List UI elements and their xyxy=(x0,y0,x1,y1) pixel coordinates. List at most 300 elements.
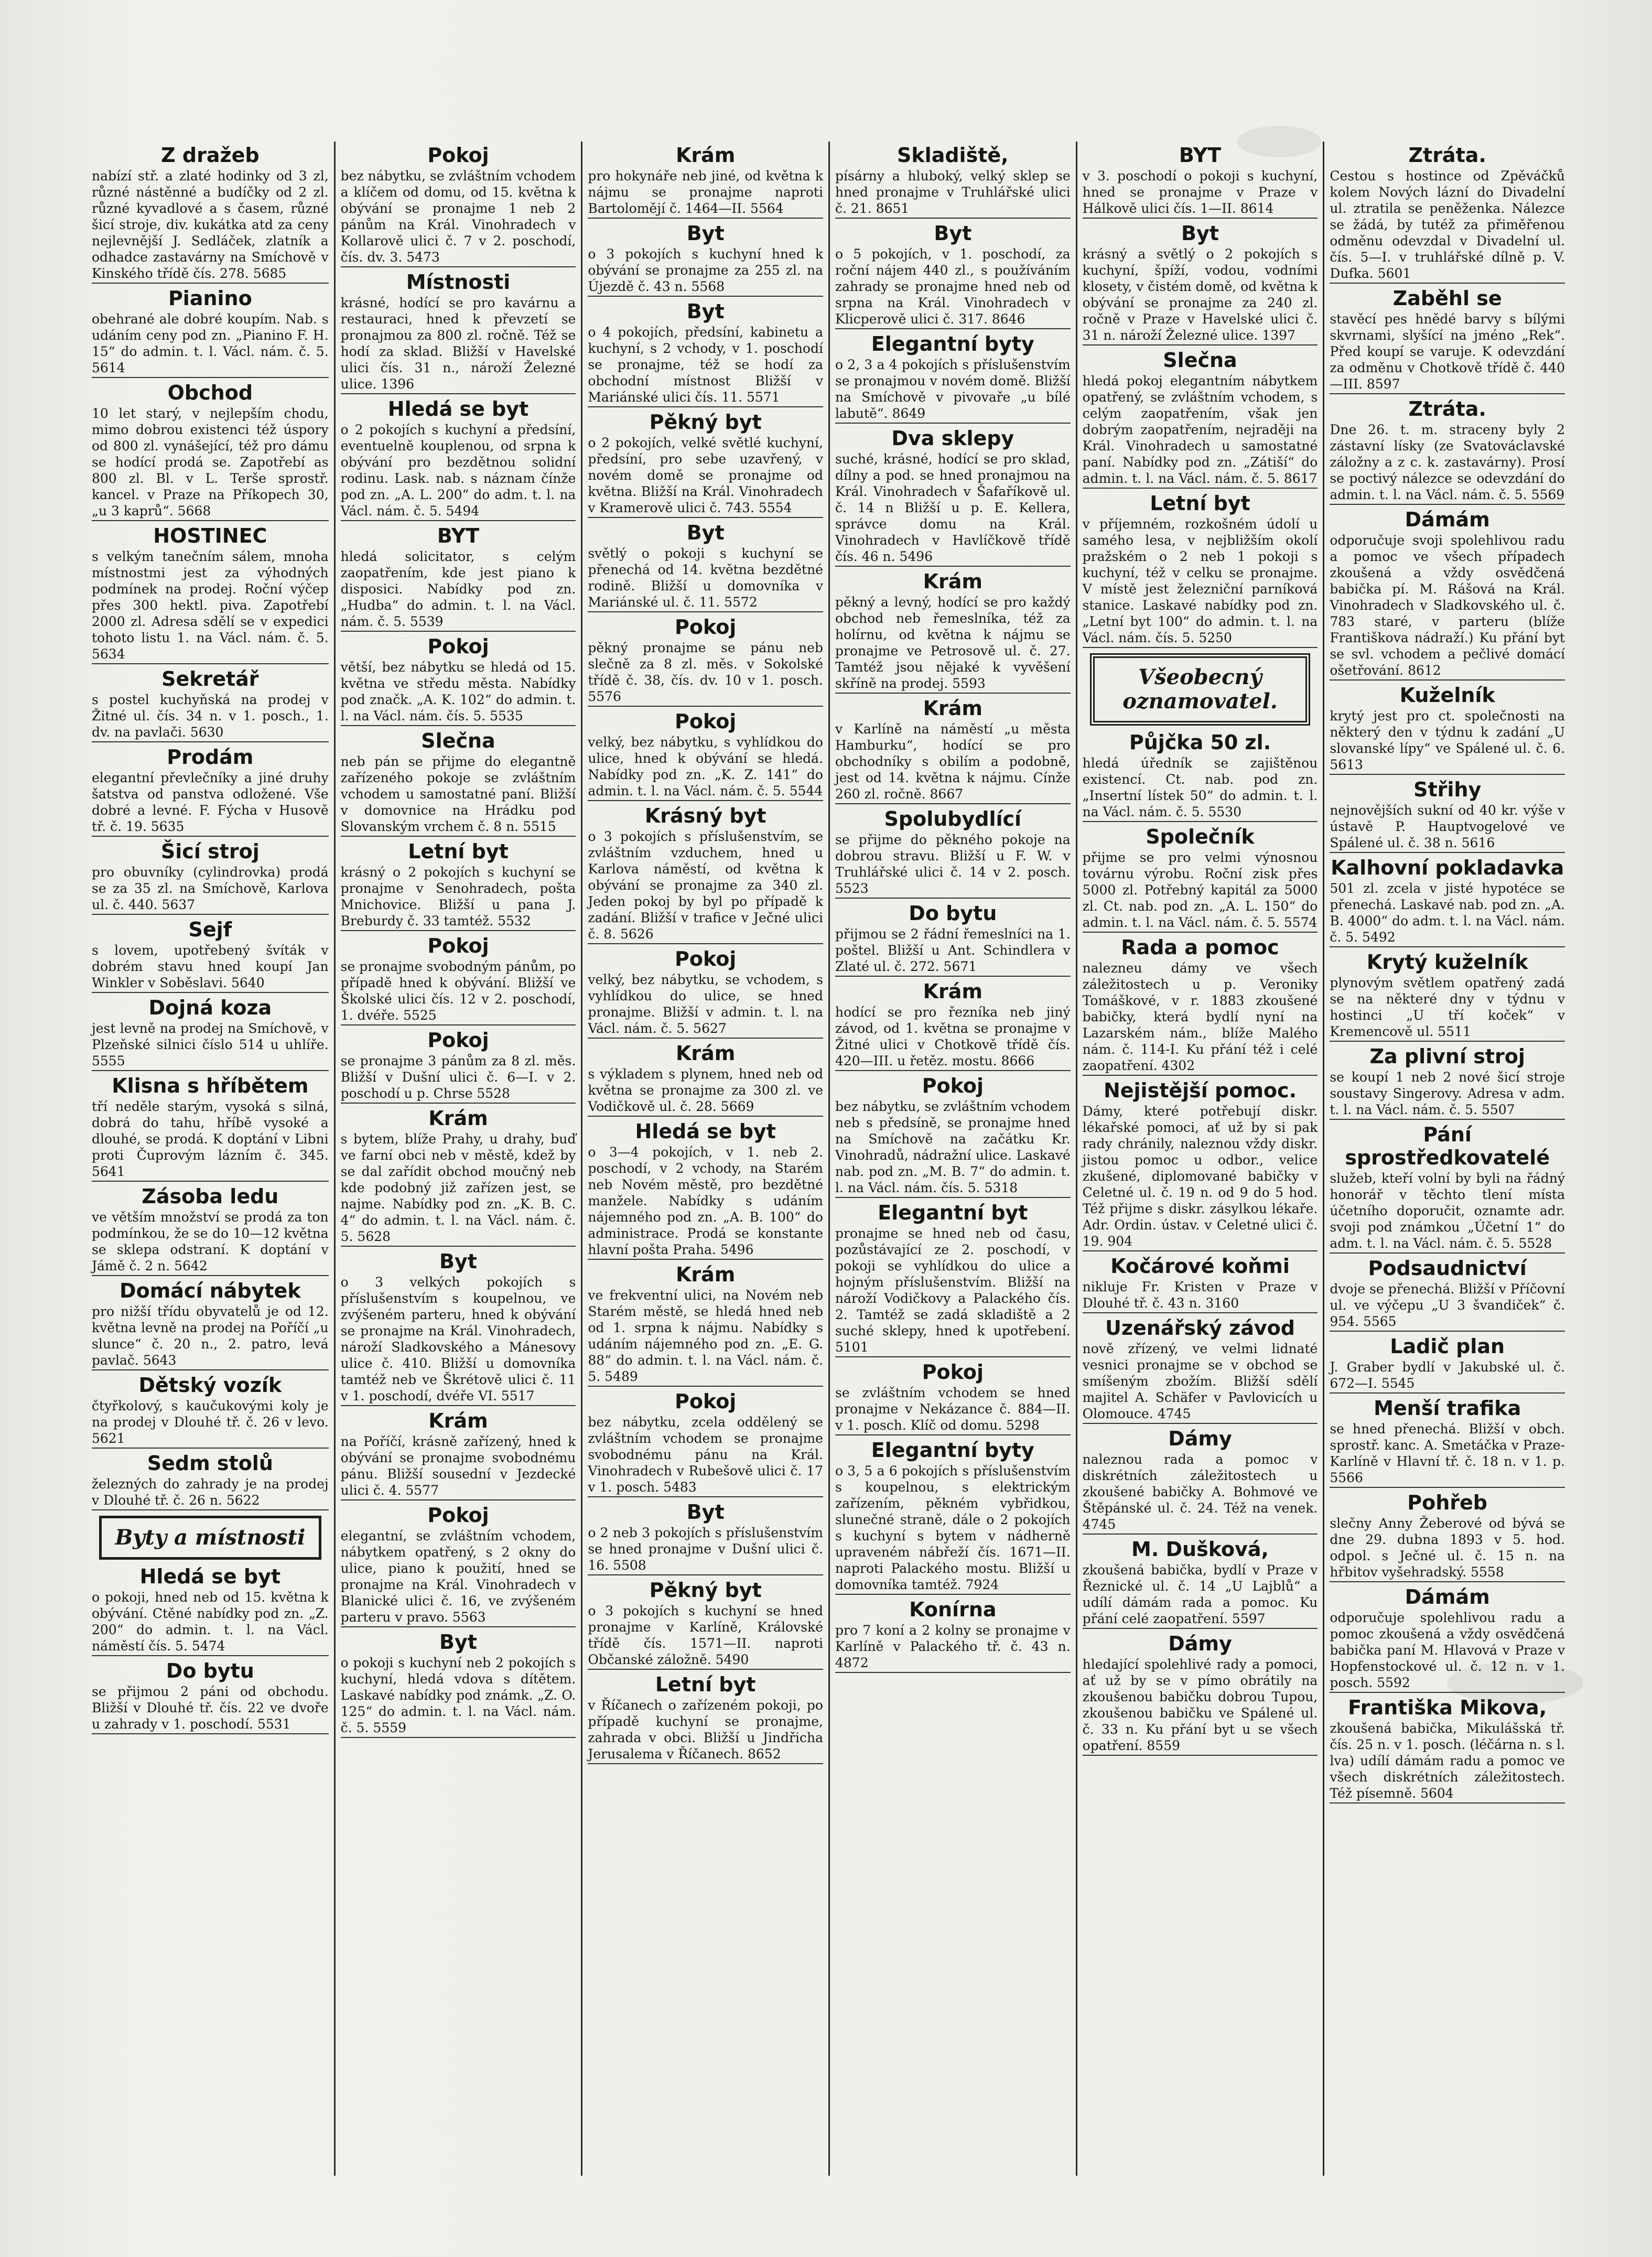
ad-text: pěkný pronajme se pánu neb slečně za 8 zl. měs. v Sokolské třídě č. 38, čís. dv. 10 v 1. posch. 5576 xyxy=(588,640,823,704)
classified-ad xyxy=(1083,1255,1318,1313)
ad-heading: Ztráta. xyxy=(1408,144,1486,167)
ad-text: pro nižší třídu obyvatelů je od 12. května levně na prodej na Poříčí „u slunce“ č. 20 n., 2. patro, levá pavlač. 5643 xyxy=(92,1304,329,1368)
classified-ad xyxy=(341,524,576,632)
ad-text: pěkný a levný, hodící se pro každý obchod neb řemeslníka, též za holírnu, od května k nájmu se pronajme ve Petrosově ul. č. 27. Tamtéž jsou nějaké k vyvěšení skříně na prodej. 5593 xyxy=(835,595,1071,691)
classified-ad xyxy=(588,1263,823,1387)
classified-ad xyxy=(92,1074,329,1182)
ad-divider xyxy=(835,1594,1071,1595)
classified-ad xyxy=(835,807,1071,899)
ad-divider xyxy=(341,725,576,726)
classified-ad xyxy=(835,332,1071,424)
ad-divider xyxy=(341,1737,576,1738)
classified-ad xyxy=(1083,731,1318,822)
ad-heading: Do bytu xyxy=(166,1659,254,1682)
ad-text: hledá pokoj elegantním nábytkem opatřený, se zvláštním vchodem, s celým zaopatřením, však jen dobrým zaopatřením, nejraději na Král. Vinohradech u samostatné paní. Nabídky pod zn. „Zátiší“ do admin. t. l. na Václ. nám. č. 5. 8617 xyxy=(1082,373,1318,486)
ad-heading: Pokoj xyxy=(427,1029,489,1052)
ad-divider xyxy=(835,1070,1071,1071)
ad-divider xyxy=(835,1356,1071,1357)
ad-divider xyxy=(341,1405,576,1406)
ad-text: o 3—4 pokojích, v 1. neb 2. poschodí, v 2 vchody, na Starém neb Novém městě, pro bezdětné manžele. Nabídky s udáním nájemného pod zn. „A. B. 100“ do administrace. Prodá se konstante hlavní pošta Praha. 5496 xyxy=(588,1144,823,1257)
ad-text: světlý o pokoji s kuchyní se přenechá od 14. května bezdětné rodině. Bližší u domovníka v Mariánské ul. č. 11. 5572 xyxy=(588,546,823,610)
ad-divider xyxy=(92,1509,329,1510)
ad-text: nabízí stř. a zlaté hodinky od 3 zl, různé nástěnné a budíčky od 2 zl. různé kyvadlové a s časem, různé šicí stroje, div. kukátka atd za ceny nejlevnější J. Sedláček, zlatník a odhadce zastavárny na Smíchově v Kinského třídě čís. 278. 5685 xyxy=(92,168,329,281)
ad-divider xyxy=(1083,932,1318,933)
ad-divider xyxy=(1083,1755,1318,1756)
column-2 xyxy=(334,142,581,2176)
ad-text: odporučuje spolehlivou radu a pomoc zkoušená a vždy osvědčená babička paní M. Hlavová v Praze v Hopfenstockové ul. č. 12 n. v 1. posch. 5592 xyxy=(1330,1610,1565,1690)
ad-heading: Dámy xyxy=(1168,1632,1232,1655)
classified-ad xyxy=(1330,778,1565,853)
ad-text: hledá solicitator, s celým zaopatřením, kde jest piano k disposici. Nabídky pod zn. „Hudba“ do admin. t. l. na Václ. nám. č. 5. 5539 xyxy=(340,549,576,629)
classified-ad xyxy=(1330,684,1565,775)
ad-heading: Pání sprostředkovatelé xyxy=(1345,1123,1550,1169)
ad-divider xyxy=(1330,679,1565,681)
ad-divider xyxy=(92,520,329,521)
ad-divider xyxy=(341,393,576,394)
ad-heading: Prodám xyxy=(167,746,254,769)
ad-heading: Dojná koza xyxy=(148,996,272,1019)
ad-heading: Krám xyxy=(923,570,983,593)
classified-ad xyxy=(835,1074,1071,1198)
ad-divider xyxy=(341,520,576,521)
ad-heading: Letní byt xyxy=(408,840,509,863)
ad-text: čtyřkolový, s kaučukovými koly je na prodej v Dlouhé tř. č. 26 v levo. 5621 xyxy=(92,1398,329,1446)
classified-ad xyxy=(1330,1585,1565,1693)
classified-ad xyxy=(835,980,1071,1071)
classified-ad xyxy=(341,1504,576,1627)
classified-ad xyxy=(1083,349,1318,489)
ad-heading: Dámy xyxy=(1168,1427,1232,1450)
ad-heading: Pěkný byt xyxy=(649,1579,762,1602)
classified-ad xyxy=(1330,1696,1565,1804)
ad-text: bez nábytku, se zvláštním vchodem neb s předsíně, se pronajme hned na Smíchově na začátku Kr. Vinohradů, nádražní ulice. Laskavé nab. pod zn. „M. B. 7“ do admin. t. l. na Václ. nám. čís. 5. 5318 xyxy=(835,1099,1071,1195)
ad-text: pronajme se hned neb od času, pozůstávající ze 2. poschodí, v pokoji se vyhlídkou do ulice a hojným příslušenstvím. Bližší na nároží Vodičkovy a Palackého čís. 2. Tamtéž se zadá skladiště a 2 suché sklepy, hned k upotřebení. 5101 xyxy=(835,1226,1071,1355)
ad-text: se přijme do pěkného pokoje na dobrou stravu. Bližší u F. W. v Truhlářské ulici č. 14 v 2. posch. 5523 xyxy=(835,832,1071,896)
classified-ad xyxy=(341,1107,576,1247)
ad-text: velký, bez nábytku, s vyhlídkou do ulice, hned k obývání se hledá. Nabídky pod zn. „K. Z. 141“ do admin. t. l. na Václ. nám. č. 5. 5544 xyxy=(588,735,823,798)
ad-text: naleznou rada a pomoc v diskrétních záležitostech u zkoušené babičky A. Bohmové ve Štěpánské ul. č. 24. Též na venek. 4745 xyxy=(1082,1452,1318,1532)
ad-heading: Elegantní byt xyxy=(878,1201,1028,1224)
ad-text: v Říčanech o zařízeném pokoji, po případě kuchyní se pronajme, zahrada v obci. Bližší u Jindřicha Jerusalema v Říčanech. 8652 xyxy=(588,1698,823,1762)
ad-divider xyxy=(341,930,576,931)
ad-divider xyxy=(588,1259,823,1260)
classified-ad xyxy=(341,144,576,267)
classified-ad xyxy=(92,524,329,664)
ad-heading: Krám xyxy=(428,1409,488,1432)
ad-divider xyxy=(1083,821,1318,822)
ad-text: krytý jest pro ct. společnosti na některý den v týdnu k zadání „U slovanské lípy“ ve Spálené ul. č. 6. 5613 xyxy=(1330,708,1565,772)
classified-ad xyxy=(835,1360,1071,1435)
ad-divider xyxy=(835,328,1071,329)
classified-ad xyxy=(92,1374,329,1449)
ad-text: velký, bez nábytku, se vchodem, s vyhlídkou do ulice, se hned pronajme. Bližší v admin. t. l. na Václ. nám. č. 5. 5627 xyxy=(588,972,823,1036)
ad-text: o 3 pokojích s kuchyní hned k obývání se pronajme za 255 zl. na Újezdě č. 43 n. 5568 xyxy=(588,246,823,294)
ad-text: služeb, kteří volní by byli na řádný honorář v těchto tlení místa účetního doporučit, oznamte adr. svoji pod známkou „Účetní 1“ do adm. t. l. na Václ. nám. č. 5. 5528 xyxy=(1330,1171,1565,1251)
ad-heading: Kuželník xyxy=(1399,684,1495,707)
ad-heading: Pokoj xyxy=(674,615,737,639)
ad-divider xyxy=(341,1626,576,1627)
ad-text: hledá úředník se zajištěnou existencí. Ct. nab. pod zn. „Insertní lístek 50“ do admin. t. l. na Václ. nám. č. 5. 5530 xyxy=(1082,755,1318,819)
ad-text: zkoušená babička, Mikulášská tř. čís. 25 n. v 1. posch. (léčárna n. s l. lva) udílí dámám radu a pomoc ve všech diskrétních záležitostech. Též písemně. 5604 xyxy=(1330,1721,1565,1801)
ad-heading: Byt xyxy=(686,222,725,245)
ad-divider xyxy=(1330,1392,1565,1394)
column-3 xyxy=(581,142,828,2176)
ad-divider xyxy=(588,517,823,518)
classified-ad xyxy=(1083,1538,1318,1629)
classified-ad xyxy=(588,521,823,612)
ad-heading: BYT xyxy=(437,524,480,547)
classified-ad xyxy=(588,300,823,407)
classified-ad xyxy=(1330,1257,1565,1332)
column-5 xyxy=(1076,142,1323,2176)
ad-divider xyxy=(588,1116,823,1117)
classified-ad xyxy=(1083,144,1318,219)
ad-heading: Ztráta. xyxy=(1408,397,1486,420)
ad-heading: HOSTINEC xyxy=(153,524,267,547)
classified-ad xyxy=(1330,1491,1565,1582)
ad-heading: Pianino xyxy=(168,287,252,310)
ad-heading: Hledá se byt xyxy=(387,397,529,420)
ad-divider xyxy=(1083,1423,1318,1424)
classified-ad xyxy=(588,1120,823,1260)
ad-divider xyxy=(835,1197,1071,1198)
classified-ad xyxy=(588,1579,823,1670)
ad-divider xyxy=(1330,504,1565,505)
ad-divider xyxy=(1083,1628,1318,1629)
ad-text: zkoušená babička, bydlí v Praze v Řeznické ul. č. 14 „U Lajblů“ a udílí dámám rada a pomoc. Ku přání celé zaopatření. 5597 xyxy=(1082,1562,1318,1626)
ad-text: o 3, 5 a 6 pokojích s příslušenstvím s koupelnou, s elektrickým zařízením, pěkném vybřidkou, slunečné straně, dále o 2 pokojích s kuchyní s bytem v nádherně upraveném nábřeží čís. 1671—II. naproti Palackého mostu. Bližší u domovníka tamtéž. 7924 xyxy=(835,1463,1071,1592)
classified-ad xyxy=(92,381,329,521)
ad-divider xyxy=(588,406,823,407)
ad-text: jest levně na prodej na Smíchově, v Plzeňské silnici číslo 514 u uhlíře. 5555 xyxy=(92,1021,329,1068)
ad-divider xyxy=(588,1574,823,1575)
ad-divider xyxy=(835,803,1071,804)
ad-heading: Místnosti xyxy=(406,271,511,294)
ad-text: 501 zl. zcela v jisté hypotéce se přenechá. Laskavé nab. pod zn. „A. B. 4000“ do adm. t. l. na Václ. nám. č. 5. 5492 xyxy=(1330,881,1565,945)
classified-ad xyxy=(588,1390,823,1497)
ad-text: železných do zahrady je na prodej v Dlouhé tř. č. 26 n. 5622 xyxy=(92,1476,329,1508)
ad-heading: Obchod xyxy=(167,381,253,404)
ad-divider xyxy=(588,800,823,801)
classified-ad xyxy=(92,840,329,915)
ad-heading: Pokoj xyxy=(427,934,489,957)
classified-ad xyxy=(1083,492,1318,648)
classified-ad xyxy=(835,570,1071,694)
ad-text: suché, krásné, hodící se pro sklad, dílny a pod. se hned pronajmou na Král. Vinohradech v Šafaříkově ul. č. 14 n Bližší u p. E. Kellera, správce domu na Král. Vinohradech v Havlíčkově třídě čís. 46 n. 5496 xyxy=(835,451,1071,564)
ad-text: o 3 pokojích s kuchyní se hned pronajme v Karlíně, Královské třídě čís. 1571—II. naproti Občanské záložně. 5490 xyxy=(588,1603,823,1667)
ad-divider xyxy=(92,741,329,742)
ad-divider xyxy=(1330,1252,1565,1254)
ad-text: dvoje se přenechá. Bližší v Příčovní ul. ve výčepu „U 3 švandiček“ č. 954. 5565 xyxy=(1330,1281,1565,1329)
ad-heading: Byt xyxy=(686,1500,725,1524)
ad-heading: Byt xyxy=(439,1250,477,1273)
ad-text: s velkým tanečním sálem, mnoha místnostmi jest za výhodných podmínek na prodej. Roční výčep přes 300 hektl. piva. Zapotřebí 2000 zl. Adresa sdělí se v expedici tohoto listu 1. na Václ. nám. č. 5. 5634 xyxy=(92,549,329,662)
ad-heading: M. Dušková, xyxy=(1131,1538,1269,1561)
classified-ad xyxy=(341,635,576,726)
ad-heading: Společník xyxy=(1146,825,1255,848)
ad-heading: Konírna xyxy=(909,1598,997,1621)
ad-divider xyxy=(92,1181,329,1182)
ad-divider xyxy=(588,296,823,297)
ad-text: ve větším množství se prodá za ton podmínkou, že se do 10—12 května se sklepa odstraní. K doptání v Jámě č. 2 n. 5642 xyxy=(92,1210,329,1273)
ad-heading: Uzenářský závod xyxy=(1105,1316,1295,1340)
ad-text: o 2, 3 a 4 pokojích s příslušenstvím se pronajmou v novém domě. Bližší na Smíchově v pivovaře „u bílé labutě“. 8649 xyxy=(835,357,1071,421)
classified-ad xyxy=(1083,1316,1318,1424)
ad-text: hodící se pro řezníka neb jiný závod, od 1. května se pronajme v Žitné ulici v Chotkově třídě čís. 420—III. u řetěz. mostu. 8666 xyxy=(835,1005,1071,1068)
ad-divider xyxy=(92,1655,329,1656)
ad-divider xyxy=(588,1763,823,1764)
classified-ad xyxy=(1083,1079,1318,1251)
ad-text: o 2 pokojích, velké světlé kuchyní, předsíní, pro sebe uzavřený, v novém domě se pronajme od května. Bližší na Král. Vinohradech v Kramerově ulici č. 743. 5554 xyxy=(588,435,823,515)
classified-ad xyxy=(588,144,823,219)
classified-ad xyxy=(835,1598,1071,1673)
ad-text: Dne 26. t. m. straceny byly 2 zástavní lísky (ze Svatováclavské záložny a z c. k. zastavárny). Prosí se poctivý nálezce se odevzdání do admin. t. l. na Václ. nám. č. 5. 5569 xyxy=(1330,422,1565,502)
ad-text: s postel kuchyňská na prodej v Žitné ul. čís. 34 n. v 1. posch., 1. dv. na pavlači. 5630 xyxy=(92,692,329,740)
ad-text: odporučuje svoji spolehlivou radu a pomoc ve všech případech zkoušená a vždy osvědčená babička pí. M. Rášová na Král. Vinohradech v Sladkovského ul. č. 783 staré, v parteru (blíže Františkova nádraží.) Ku přání byt se svl. vchodem a pečlivé domácí ošetřování. 8612 xyxy=(1330,533,1565,678)
ad-heading: Slečna xyxy=(421,729,495,752)
classified-ad xyxy=(1330,508,1565,681)
ad-divider xyxy=(1330,852,1565,853)
ad-divider xyxy=(92,914,329,915)
ad-text: Cestou s hostince od Zpěváčků kolem Nových lázní do Divadelní ul. ztratila se peněženka. Nálezce se žádá, by tutéž za přiměřenou odměnu odevzdal v Divadelní ul. čís. 5—I. v truhlářské dílně p. V. Dufka. 5601 xyxy=(1330,168,1565,281)
ad-divider xyxy=(588,706,823,707)
classified-ad xyxy=(1083,222,1318,345)
column-6 xyxy=(1323,142,1570,2176)
ad-divider xyxy=(92,992,329,993)
ad-heading: Krám xyxy=(923,697,983,720)
classified-ad xyxy=(1330,1045,1565,1120)
ad-text: přijmou se 2 řádní řemeslníci na 1. poštel. Bližší u Ant. Schindlera v Zlaté ul. č. 272. 5671 xyxy=(835,926,1071,974)
classified-ad xyxy=(588,1500,823,1575)
ad-heading: Z dražeb xyxy=(161,144,260,167)
ad-heading: Klisna s hříbětem xyxy=(112,1074,309,1097)
ad-heading: Nejistější pomoc. xyxy=(1103,1079,1297,1102)
ad-heading: Domácí nábytek xyxy=(120,1279,301,1302)
ad-text: pro obuvníky (cylindrovka) prodá se za 35 zl. na Smíchově, Karlova ul. č. 440. 5637 xyxy=(92,865,329,912)
ad-heading: Byt xyxy=(1181,222,1219,245)
ad-heading: Rada a pomoc xyxy=(1121,936,1279,959)
ad-heading: Do bytu xyxy=(909,902,997,925)
ad-heading: Šicí stroj xyxy=(160,840,260,863)
ad-heading: Dámám xyxy=(1405,1585,1490,1608)
ad-heading: Dva sklepy xyxy=(891,427,1014,450)
ad-text: o 3 velkých pokojích s příslušenstvím s koupelnou, ve zvýšeném parteru, hned k obývání se pronajme na Král. Vinohradech, nároží Sladkovského a Mánesovy ulice č. 410. Bližší u domovníka tamtéž neb ve Škrétově ulici č. 11 v 1. poschodí, dvéře VI. 5517 xyxy=(340,1275,576,1403)
ad-text: větší, bez nábytku se hledá od 15. května ve středu města. Nabídky pod značk. „A. K. 102“ do admin. t. l. na Václ. nám. čís. 5. 5535 xyxy=(340,660,576,723)
classified-ad xyxy=(341,1630,576,1738)
ad-heading: Pokoj xyxy=(427,635,489,658)
ad-text: tří neděle starým, vysoká s silná, dobrá do tahu, hříbě vysoké a dlouhé, se prodá. K doptání v Libni proti Čuprovým lázním č. 345. 5641 xyxy=(92,1099,329,1179)
ad-heading: Elegantní byty xyxy=(871,1439,1034,1462)
ad-text: bez nábytku, zcela oddělený se zvláštním vchodem se pronajme svobodnému pánu na Král. Vinohradech v Rubešově ulici č. 17 v 1. posch. 5483 xyxy=(588,1414,823,1495)
ad-divider xyxy=(92,1733,329,1734)
ad-heading: Slečna xyxy=(1163,349,1237,372)
ad-heading: Krám xyxy=(675,1042,736,1065)
classified-ad xyxy=(1330,397,1565,505)
ad-text: obehrané ale dobré koupím. Nab. s udáním ceny pod zn. „Pianino F. H. 15“ do admin. t. l. Václ. nám. č. 5. 5614 xyxy=(92,311,329,375)
ad-text: s lovem, upotřebený švíták v dobrém stavu hned koupí Jan Winkler v Soběslavi. 5640 xyxy=(92,943,329,990)
ad-divider xyxy=(92,1369,329,1370)
ad-text: 10 let starý, v nejlepším chodu, mimo dobrou existenci též úspory od 800 zl. vynášející, též pro dámu se hodící prodá se. Zapotřebí as 800 zl. Bl. v L. Terše sprostř. kancel. v Praze na Příkopech 30, „u 3 kaprů“. 5668 xyxy=(92,406,329,519)
classified-columns xyxy=(87,142,1570,2176)
ad-text: nově zřízený, ve velmi lidnaté vesnici pronajme se v obchod se smíšeným zbožím. Bližší sdělí majitel A. Schäfer v Pavlovicích u Olomouce. 4745 xyxy=(1082,1341,1318,1421)
classified-ad xyxy=(835,222,1071,329)
ad-heading: Střihy xyxy=(1413,778,1482,801)
classified-ad xyxy=(1330,951,1565,1042)
classified-ad xyxy=(1083,1427,1318,1535)
ad-divider xyxy=(1330,1581,1565,1582)
classified-ad xyxy=(341,729,576,837)
ad-divider xyxy=(1330,1802,1565,1804)
ad-heading: Krám xyxy=(675,1263,736,1286)
ad-divider xyxy=(1083,1250,1318,1251)
ad-text: o pokoji s kuchyní neb 2 pokojích s kuchyní, hledá vdova s dítětem. Laskavé nabídky pod známk. „Z. O. 125“ do admin. t. l. na Václ. nám. č. 5. 5559 xyxy=(340,1655,576,1735)
ad-divider xyxy=(588,611,823,612)
ad-heading: Františka Mikova, xyxy=(1348,1696,1547,1719)
ad-text: krásný o 2 pokojích s kuchyní se pronajme v Senohradech, pošta Mnichovice. Bližší u pana J. Breburdy č. 33 tamtéž. 5532 xyxy=(340,865,576,928)
ad-divider xyxy=(1083,1312,1318,1313)
classified-ad xyxy=(92,996,329,1071)
classified-ad xyxy=(1083,1632,1318,1756)
ad-heading: Menší trafika xyxy=(1374,1397,1521,1420)
ad-divider xyxy=(341,1246,576,1247)
classified-ad xyxy=(341,934,576,1025)
ad-divider xyxy=(1083,344,1318,345)
column-1 xyxy=(87,142,334,2176)
ad-divider xyxy=(1330,774,1565,775)
ad-heading: Krám xyxy=(923,980,983,1003)
classified-ad xyxy=(835,144,1071,219)
ad-heading: Pokoj xyxy=(922,1360,984,1384)
ad-text: v 3. poschodí o pokoji s kuchyní, hned se pronajme v Praze v Hálkově ulici čís. 1—II. 8614 xyxy=(1082,168,1318,216)
ad-heading: Půjčka 50 zl. xyxy=(1129,731,1271,754)
ad-heading: Pokoj xyxy=(674,947,737,970)
ad-text: o 5 pokojích, v 1. poschodí, za roční nájem 440 zl., s používáním zahrady se pronajme hned neb od srpna na Král. Vinohradech v Klicperově ulici č. 317. 8646 xyxy=(835,246,1071,327)
ad-heading: Pokoj xyxy=(674,1390,737,1413)
classified-ad xyxy=(835,697,1071,804)
ad-heading: Zaběhl se xyxy=(1392,287,1502,310)
ad-heading: Letní byt xyxy=(655,1673,756,1696)
classified-ad xyxy=(341,840,576,931)
section-banner: Všeobecný oznamovatel. xyxy=(1090,653,1311,726)
ad-text: slečny Anny Žeberové od bývá se dne 29. dubna 1893 v 5. hod. odpol. s Ječné ul. č. 15 n. na hřbitov vyšehradský. 5558 xyxy=(1330,1516,1565,1580)
ad-heading: Krám xyxy=(428,1107,488,1130)
classified-ad xyxy=(92,1452,329,1510)
ad-divider xyxy=(92,1070,329,1071)
classified-ad xyxy=(341,397,576,521)
column-4 xyxy=(828,142,1076,2176)
ad-divider xyxy=(1330,283,1565,284)
ad-text: o 2 neb 3 pokojích s příslušenstvím se hned pronajme v Dušní ulici č. 16. 5508 xyxy=(588,1525,823,1573)
ad-heading: Dětský vozík xyxy=(138,1374,282,1397)
ad-divider xyxy=(1330,1041,1565,1042)
classified-ad xyxy=(835,427,1071,567)
ad-heading: Zásoba ledu xyxy=(142,1185,279,1208)
ad-heading: Kočárové koňmi xyxy=(1110,1255,1290,1278)
classified-ad xyxy=(92,667,329,742)
classified-ad xyxy=(588,1042,823,1117)
ad-heading: BYT xyxy=(1179,144,1222,167)
section-banner: Byty a místnosti xyxy=(99,1516,321,1560)
ad-text: o 2 pokojích s kuchyní a předsíní, eventuelně kouplenou, od srpna k obývání pro bezdětnou solidní rodinu. Lask. nab. s náznam čínže pod zn. „A. L. 200“ do adm. t. l. na Václ. nám. č. 5. 5494 xyxy=(340,422,576,519)
ad-divider xyxy=(835,218,1071,219)
ad-heading: Spolubydlící xyxy=(884,807,1022,830)
ad-text: hledající spolehlivé rady a pomoci, ať už by se v pímo obrátily na zkoušenou babičku dobrou Tupou, zkoušenou babičku ve Spálené ul. č. 33 n. Ku přání byt u se všech opatření. 8559 xyxy=(1082,1657,1318,1753)
ad-divider xyxy=(588,943,823,944)
classified-ad xyxy=(1083,936,1318,1076)
ad-text: ve frekventní ulici, na Novém neb Starém městě, se hledá hned neb od 1. srpna k nájmu. Nabídky s udáním nájemného pod zn. „E. G. 88“ do admin. t. l. na Václ. nám. č. 5. 5489 xyxy=(588,1288,823,1384)
ad-heading: Byt xyxy=(439,1630,477,1654)
ad-text: na Poříčí, krásně zařízený, hned k obývání se pronajme svobodnému pánu. Bližší sousední v Jezdecké ulici č. 4. 5577 xyxy=(340,1434,576,1498)
classified-ad xyxy=(92,746,329,837)
ad-heading: Kalhovní pokladavka xyxy=(1331,856,1564,879)
ad-divider xyxy=(588,1386,823,1387)
ad-heading: Pěkný byt xyxy=(649,411,762,434)
classified-ad xyxy=(92,1659,329,1734)
ad-divider xyxy=(92,377,329,378)
ad-divider xyxy=(588,1038,823,1039)
classified-ad xyxy=(835,1201,1071,1357)
classified-ad xyxy=(1330,144,1565,284)
ad-divider xyxy=(835,1434,1071,1435)
ad-text: s bytem, blíže Prahy, u drahy, buď ve farní obci neb v městě, kdež by se dal zařídit obchod moučný neb kde podobný již zařízen jest, se najme. Nabídky pod zn. „K. B. C. 4“ do admin. t. l. na Václ. nám. č. 5. 5628 xyxy=(340,1131,576,1244)
classified-ad xyxy=(835,902,1071,977)
ad-divider xyxy=(92,836,329,837)
classified-ad xyxy=(92,1279,329,1370)
ad-text: nalezneu dámy ve všech záležitostech u p. Veroniky Tomáškové, v r. 1883 zkoušené babičky, která bydlí nyní na Lazarském nám., blíže Malého nám. č. 114-I. Ku přání též i celé zaopatření. 4302 xyxy=(1082,960,1318,1073)
ad-text: se koupí 1 neb 2 nové šicí stroje soustavy Singerovy. Adresa v adm. t. l. na Václ. nám. č. 5. 5507 xyxy=(1330,1070,1565,1117)
ad-divider xyxy=(341,631,576,632)
ad-heading: Dámám xyxy=(1405,508,1490,531)
ad-text: o pokoji, hned neb od 15. května k obývání. Ctěné nabídky pod zn. „Z. 200“ do admin. t. l. na Václ. náměstí čís. 5. 5474 xyxy=(92,1590,329,1654)
ad-text: se pronajme svobodným pánům, po případě hned k obývání. Bližší ve Školské ulici čís. 12 v 2. poschodí, 1. dvéře. 5525 xyxy=(340,959,576,1023)
classified-ad xyxy=(341,1250,576,1406)
ad-text: v příjemném, rozkošném údolí u samého lesa, v nejbližším okolí pražském o 2 neb 1 pokoji s kuchyní, též v celku se pronajme. V místě jest železniční parníková stanice. Laskavé nabídky pod zn. „Letní byt 100“ do admin. t. l. na Václ. nám. čís. 5. 5250 xyxy=(1082,516,1318,645)
ad-heading: Ladič plan xyxy=(1390,1335,1505,1358)
ad-text: o 3 pokojích s příslušenstvím, se zvláštním vzduchem, hned u Karlova náměstí, od května k obývání se pronajme za 340 zl. Jeden pokoj by byl po případě k zadání. Bližší v trafice v Ječné ulici č. 8. 5626 xyxy=(588,829,823,942)
ad-text: se přijmou 2 páni od obchodu. Bližší v Dlouhé tř. čís. 22 ve dvoře u zahrady v 1. poschodí. 5531 xyxy=(92,1684,329,1732)
ad-heading: Byt xyxy=(686,300,725,323)
ad-heading: Podsaudnictví xyxy=(1368,1257,1527,1280)
ad-text: o 4 pokojích, předsíní, kabinetu a kuchyní, s 2 vchody, v 1. poschodí se pronajme, též se hodí za obchodní místnost Bližší v Mariánské ulici čís. 11. 5571 xyxy=(588,325,823,405)
ad-divider xyxy=(1083,218,1318,219)
ad-text: se hned přenechá. Bližší v obch. sprostř. kanc. A. Smetáčka v Praze-Karlíně v Hlavní tř. č. 18 n. v 1. p. 5566 xyxy=(1330,1421,1565,1485)
ad-heading: Sejf xyxy=(188,918,232,941)
classified-ad xyxy=(588,710,823,801)
classified-ad xyxy=(588,947,823,1039)
ad-heading: Hledá se byt xyxy=(139,1565,281,1588)
ad-divider xyxy=(588,1496,823,1497)
ad-heading: Krytý kuželník xyxy=(1366,951,1528,974)
ad-divider xyxy=(341,266,576,267)
classified-ad xyxy=(92,287,329,378)
ad-divider xyxy=(1330,393,1565,394)
classified-ad xyxy=(92,918,329,993)
ad-text: pro hokynáře neb jiné, od května k nájmu se pronajme naproti Bartolomějí č. 1464—II. 5564 xyxy=(588,168,823,216)
ad-heading: Pokoj xyxy=(674,710,737,733)
ad-heading: Elegantní byty xyxy=(871,332,1034,355)
classified-ad xyxy=(588,615,823,707)
ad-divider xyxy=(92,1275,329,1276)
ad-heading: Krásný byt xyxy=(644,804,766,827)
classified-ad xyxy=(1330,287,1565,394)
ad-divider xyxy=(92,283,329,284)
ad-text: plynovým světlem opatřený zadá se na některé dny v týdnu v hostinci „U tří koček“ v Kremencově ul. 5511 xyxy=(1330,975,1565,1039)
ad-text: elegantní převlečníky a jiné druhy šatstva od panstva odložené. Vše dobré a levné. F. Fýcha v Husově tř. č. 19. 5635 xyxy=(92,770,329,834)
ad-heading: Krám xyxy=(675,144,736,167)
ad-divider xyxy=(92,1448,329,1449)
ad-heading: Hledá se byt xyxy=(635,1120,776,1143)
classified-ad xyxy=(588,411,823,518)
